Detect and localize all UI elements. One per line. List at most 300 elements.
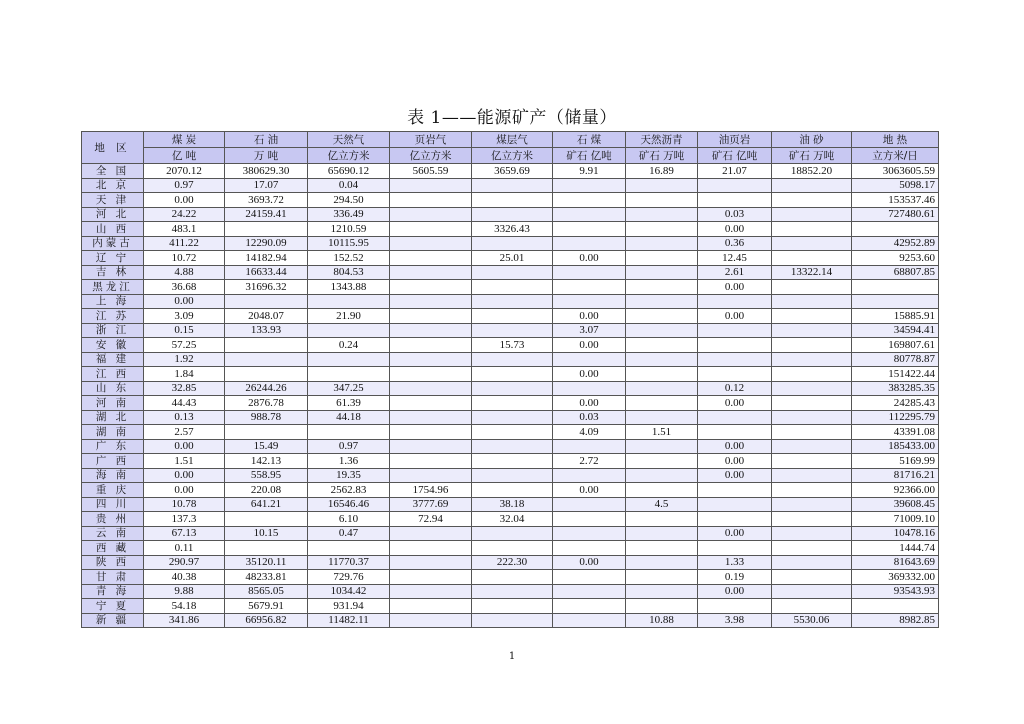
value-cell: 43391.08 bbox=[852, 425, 939, 440]
value-cell bbox=[390, 367, 472, 382]
value-cell: 290.97 bbox=[144, 555, 225, 570]
region-cell: 河 南 bbox=[82, 396, 144, 411]
region-cell: 河 北 bbox=[82, 207, 144, 222]
value-cell: 3777.69 bbox=[390, 497, 472, 512]
table-row bbox=[82, 222, 939, 237]
value-cell: 347.25 bbox=[308, 381, 390, 396]
value-cell: 558.95 bbox=[225, 468, 308, 483]
value-cell: 10.15 bbox=[225, 526, 308, 541]
region-cell: 广 东 bbox=[82, 439, 144, 454]
value-cell bbox=[390, 584, 472, 599]
value-cell: 0.00 bbox=[144, 468, 225, 483]
value-cell bbox=[225, 338, 308, 353]
table-row bbox=[82, 251, 939, 266]
column-header-name: 石 煤 bbox=[553, 132, 626, 148]
value-cell: 35120.11 bbox=[225, 555, 308, 570]
value-cell: 483.1 bbox=[144, 222, 225, 237]
region-cell: 宁 夏 bbox=[82, 599, 144, 614]
column-header-unit: 立方米/日 bbox=[852, 148, 939, 164]
value-cell: 152.52 bbox=[308, 251, 390, 266]
value-cell: 42952.89 bbox=[852, 236, 939, 251]
value-cell: 92366.00 bbox=[852, 483, 939, 498]
region-cell: 海 南 bbox=[82, 468, 144, 483]
value-cell: 380629.30 bbox=[225, 164, 308, 179]
value-cell: 2.57 bbox=[144, 425, 225, 440]
value-cell bbox=[472, 483, 553, 498]
value-cell: 804.53 bbox=[308, 265, 390, 280]
value-cell bbox=[308, 425, 390, 440]
value-cell: 1.51 bbox=[144, 454, 225, 469]
value-cell: 21.90 bbox=[308, 309, 390, 324]
value-cell bbox=[390, 381, 472, 396]
value-cell bbox=[390, 178, 472, 193]
value-cell: 8565.05 bbox=[225, 584, 308, 599]
value-cell bbox=[772, 178, 852, 193]
value-cell bbox=[553, 570, 626, 585]
table-row bbox=[82, 236, 939, 251]
region-cell: 全 国 bbox=[82, 164, 144, 179]
value-cell: 40.38 bbox=[144, 570, 225, 585]
value-cell: 1.36 bbox=[308, 454, 390, 469]
region-cell: 安 徽 bbox=[82, 338, 144, 353]
page-number: 1 bbox=[508, 651, 516, 662]
column-header-unit: 亿立方米 bbox=[390, 148, 472, 164]
region-cell: 浙 江 bbox=[82, 323, 144, 338]
value-cell: 15.73 bbox=[472, 338, 553, 353]
value-cell bbox=[772, 294, 852, 309]
value-cell bbox=[772, 323, 852, 338]
value-cell bbox=[698, 410, 772, 425]
value-cell bbox=[626, 294, 698, 309]
table-row bbox=[82, 599, 939, 614]
region-cell: 贵 州 bbox=[82, 512, 144, 527]
value-cell bbox=[308, 541, 390, 556]
value-cell bbox=[698, 294, 772, 309]
value-cell: 24285.43 bbox=[852, 396, 939, 411]
value-cell bbox=[626, 193, 698, 208]
table-row bbox=[82, 410, 939, 425]
value-cell: 0.00 bbox=[698, 468, 772, 483]
value-cell bbox=[626, 323, 698, 338]
value-cell: 19.35 bbox=[308, 468, 390, 483]
value-cell: 15885.91 bbox=[852, 309, 939, 324]
region-cell: 青 海 bbox=[82, 584, 144, 599]
value-cell: 3326.43 bbox=[472, 222, 553, 237]
value-cell: 2.61 bbox=[698, 265, 772, 280]
value-cell: 0.00 bbox=[144, 483, 225, 498]
value-cell bbox=[225, 222, 308, 237]
value-cell bbox=[626, 570, 698, 585]
value-cell: 151422.44 bbox=[852, 367, 939, 382]
value-cell: 729.76 bbox=[308, 570, 390, 585]
table-row bbox=[82, 454, 939, 469]
value-cell: 5530.06 bbox=[772, 613, 852, 628]
table-row bbox=[82, 425, 939, 440]
value-cell bbox=[772, 280, 852, 295]
value-cell bbox=[626, 265, 698, 280]
value-cell: 8982.85 bbox=[852, 613, 939, 628]
value-cell: 0.00 bbox=[698, 309, 772, 324]
value-cell: 4.5 bbox=[626, 497, 698, 512]
value-cell bbox=[472, 381, 553, 396]
column-header-name: 油 砂 bbox=[772, 132, 852, 148]
value-cell: 15.49 bbox=[225, 439, 308, 454]
value-cell bbox=[472, 439, 553, 454]
value-cell bbox=[626, 541, 698, 556]
value-cell bbox=[626, 584, 698, 599]
value-cell: 16633.44 bbox=[225, 265, 308, 280]
value-cell bbox=[472, 454, 553, 469]
region-cell: 江 西 bbox=[82, 367, 144, 382]
value-cell bbox=[472, 468, 553, 483]
column-header-unit: 亿 吨 bbox=[144, 148, 225, 164]
value-cell: 21.07 bbox=[698, 164, 772, 179]
value-cell: 2562.83 bbox=[308, 483, 390, 498]
value-cell: 65690.12 bbox=[308, 164, 390, 179]
value-cell: 4.88 bbox=[144, 265, 225, 280]
value-cell: 3.07 bbox=[553, 323, 626, 338]
value-cell: 137.3 bbox=[144, 512, 225, 527]
table-row bbox=[82, 294, 939, 309]
region-cell: 辽 宁 bbox=[82, 251, 144, 266]
value-cell bbox=[553, 613, 626, 628]
value-cell bbox=[472, 584, 553, 599]
value-cell bbox=[390, 207, 472, 222]
value-cell bbox=[472, 613, 553, 628]
table-row bbox=[82, 584, 939, 599]
value-cell bbox=[772, 599, 852, 614]
value-cell bbox=[553, 526, 626, 541]
table-row bbox=[82, 381, 939, 396]
value-cell: 36.68 bbox=[144, 280, 225, 295]
value-cell bbox=[390, 541, 472, 556]
table-body bbox=[82, 164, 939, 628]
value-cell: 112295.79 bbox=[852, 410, 939, 425]
value-cell bbox=[698, 352, 772, 367]
value-cell: 341.86 bbox=[144, 613, 225, 628]
value-cell bbox=[390, 599, 472, 614]
value-cell bbox=[626, 222, 698, 237]
value-cell: 10115.95 bbox=[308, 236, 390, 251]
value-cell bbox=[698, 541, 772, 556]
value-cell bbox=[472, 541, 553, 556]
value-cell bbox=[852, 280, 939, 295]
value-cell: 11482.11 bbox=[308, 613, 390, 628]
table-row bbox=[82, 541, 939, 556]
table-row bbox=[82, 323, 939, 338]
value-cell bbox=[472, 294, 553, 309]
table-row bbox=[82, 439, 939, 454]
column-header-unit: 矿石 万吨 bbox=[626, 148, 698, 164]
table-row bbox=[82, 265, 939, 280]
value-cell: 38.18 bbox=[472, 497, 553, 512]
value-cell: 39608.45 bbox=[852, 497, 939, 512]
value-cell bbox=[772, 555, 852, 570]
value-cell bbox=[772, 584, 852, 599]
region-cell: 新 疆 bbox=[82, 613, 144, 628]
value-cell bbox=[772, 352, 852, 367]
value-cell bbox=[225, 294, 308, 309]
value-cell: 3693.72 bbox=[225, 193, 308, 208]
column-header-name: 煤 炭 bbox=[144, 132, 225, 148]
value-cell: 2048.07 bbox=[225, 309, 308, 324]
value-cell bbox=[772, 541, 852, 556]
region-cell: 福 建 bbox=[82, 352, 144, 367]
value-cell bbox=[472, 207, 553, 222]
value-cell: 383285.35 bbox=[852, 381, 939, 396]
value-cell: 13322.14 bbox=[772, 265, 852, 280]
value-cell: 68807.85 bbox=[852, 265, 939, 280]
value-cell bbox=[553, 236, 626, 251]
region-cell: 北 京 bbox=[82, 178, 144, 193]
table-row bbox=[82, 483, 939, 498]
value-cell bbox=[553, 599, 626, 614]
value-cell: 81643.69 bbox=[852, 555, 939, 570]
energy-minerals-table bbox=[81, 131, 939, 628]
value-cell: 0.00 bbox=[698, 222, 772, 237]
value-cell bbox=[390, 323, 472, 338]
value-cell: 10.78 bbox=[144, 497, 225, 512]
value-cell: 1.84 bbox=[144, 367, 225, 382]
value-cell bbox=[626, 178, 698, 193]
region-cell: 广 西 bbox=[82, 454, 144, 469]
value-cell bbox=[698, 425, 772, 440]
value-cell bbox=[626, 526, 698, 541]
value-cell: 71009.10 bbox=[852, 512, 939, 527]
value-cell bbox=[626, 599, 698, 614]
value-cell: 3659.69 bbox=[472, 164, 553, 179]
value-cell bbox=[225, 425, 308, 440]
value-cell bbox=[472, 236, 553, 251]
value-cell: 12290.09 bbox=[225, 236, 308, 251]
value-cell: 80778.87 bbox=[852, 352, 939, 367]
value-cell: 16.89 bbox=[626, 164, 698, 179]
value-cell bbox=[553, 193, 626, 208]
value-cell bbox=[553, 541, 626, 556]
value-cell: 153537.46 bbox=[852, 193, 939, 208]
value-cell bbox=[553, 280, 626, 295]
region-cell: 吉 林 bbox=[82, 265, 144, 280]
value-cell: 0.03 bbox=[698, 207, 772, 222]
value-cell: 0.97 bbox=[144, 178, 225, 193]
column-header-name: 页岩气 bbox=[390, 132, 472, 148]
value-cell bbox=[772, 207, 852, 222]
value-cell: 3063605.59 bbox=[852, 164, 939, 179]
value-cell: 0.24 bbox=[308, 338, 390, 353]
value-cell: 24.22 bbox=[144, 207, 225, 222]
value-cell: 1444.74 bbox=[852, 541, 939, 556]
value-cell bbox=[698, 599, 772, 614]
value-cell: 66956.82 bbox=[225, 613, 308, 628]
column-header-name: 天然气 bbox=[308, 132, 390, 148]
value-cell: 0.97 bbox=[308, 439, 390, 454]
value-cell: 1034.42 bbox=[308, 584, 390, 599]
value-cell: 4.09 bbox=[553, 425, 626, 440]
value-cell: 0.00 bbox=[553, 251, 626, 266]
value-cell bbox=[553, 512, 626, 527]
table-header bbox=[82, 132, 939, 164]
region-cell: 天 津 bbox=[82, 193, 144, 208]
value-cell bbox=[472, 599, 553, 614]
value-cell bbox=[698, 323, 772, 338]
table-row bbox=[82, 497, 939, 512]
value-cell bbox=[698, 193, 772, 208]
value-cell bbox=[390, 468, 472, 483]
value-cell bbox=[225, 367, 308, 382]
region-cell: 重 庆 bbox=[82, 483, 144, 498]
value-cell bbox=[698, 338, 772, 353]
value-cell: 2876.78 bbox=[225, 396, 308, 411]
value-cell bbox=[553, 222, 626, 237]
value-cell bbox=[390, 236, 472, 251]
value-cell bbox=[852, 599, 939, 614]
value-cell: 727480.61 bbox=[852, 207, 939, 222]
value-cell bbox=[308, 352, 390, 367]
value-cell bbox=[772, 410, 852, 425]
value-cell: 0.00 bbox=[698, 396, 772, 411]
value-cell bbox=[390, 570, 472, 585]
value-cell: 54.18 bbox=[144, 599, 225, 614]
value-cell bbox=[390, 613, 472, 628]
column-header-unit: 亿立方米 bbox=[308, 148, 390, 164]
value-cell bbox=[472, 352, 553, 367]
value-cell bbox=[308, 323, 390, 338]
value-cell bbox=[553, 265, 626, 280]
value-cell bbox=[772, 512, 852, 527]
value-cell: 0.00 bbox=[698, 280, 772, 295]
value-cell: 17.07 bbox=[225, 178, 308, 193]
value-cell bbox=[553, 352, 626, 367]
value-cell bbox=[772, 497, 852, 512]
value-cell bbox=[626, 555, 698, 570]
value-cell bbox=[308, 367, 390, 382]
value-cell bbox=[698, 497, 772, 512]
value-cell bbox=[772, 222, 852, 237]
region-cell: 西 藏 bbox=[82, 541, 144, 556]
value-cell: 31696.32 bbox=[225, 280, 308, 295]
value-cell bbox=[472, 193, 553, 208]
value-cell: 2070.12 bbox=[144, 164, 225, 179]
table-row bbox=[82, 352, 939, 367]
value-cell bbox=[472, 396, 553, 411]
value-cell bbox=[626, 512, 698, 527]
value-cell bbox=[626, 367, 698, 382]
value-cell: 9253.60 bbox=[852, 251, 939, 266]
value-cell: 44.18 bbox=[308, 410, 390, 425]
value-cell: 10.72 bbox=[144, 251, 225, 266]
value-cell bbox=[553, 497, 626, 512]
value-cell: 5098.17 bbox=[852, 178, 939, 193]
value-cell: 24159.41 bbox=[225, 207, 308, 222]
column-header-unit: 矿石 亿吨 bbox=[553, 148, 626, 164]
region-cell: 湖 南 bbox=[82, 425, 144, 440]
value-cell bbox=[390, 193, 472, 208]
column-header-name: 地 热 bbox=[852, 132, 939, 148]
value-cell bbox=[772, 309, 852, 324]
value-cell bbox=[772, 483, 852, 498]
value-cell: 0.00 bbox=[698, 439, 772, 454]
value-cell bbox=[626, 410, 698, 425]
value-cell: 0.15 bbox=[144, 323, 225, 338]
region-cell: 云 南 bbox=[82, 526, 144, 541]
value-cell: 133.93 bbox=[225, 323, 308, 338]
value-cell: 294.50 bbox=[308, 193, 390, 208]
value-cell: 1210.59 bbox=[308, 222, 390, 237]
value-cell: 0.00 bbox=[553, 309, 626, 324]
column-header-name: 油页岩 bbox=[698, 132, 772, 148]
value-cell bbox=[390, 425, 472, 440]
table-row bbox=[82, 164, 939, 179]
value-cell: 0.00 bbox=[553, 338, 626, 353]
value-cell: 1.33 bbox=[698, 555, 772, 570]
value-cell bbox=[626, 338, 698, 353]
value-cell: 0.00 bbox=[553, 483, 626, 498]
value-cell bbox=[390, 338, 472, 353]
value-cell bbox=[390, 439, 472, 454]
value-cell: 3.98 bbox=[698, 613, 772, 628]
value-cell bbox=[553, 294, 626, 309]
table-row bbox=[82, 468, 939, 483]
value-cell bbox=[390, 251, 472, 266]
value-cell: 93543.93 bbox=[852, 584, 939, 599]
value-cell: 10.88 bbox=[626, 613, 698, 628]
value-cell: 32.85 bbox=[144, 381, 225, 396]
value-cell: 0.00 bbox=[698, 526, 772, 541]
value-cell bbox=[698, 512, 772, 527]
value-cell bbox=[225, 352, 308, 367]
value-cell bbox=[553, 207, 626, 222]
value-cell: 0.47 bbox=[308, 526, 390, 541]
value-cell bbox=[472, 323, 553, 338]
region-cell: 四 川 bbox=[82, 497, 144, 512]
value-cell: 1.92 bbox=[144, 352, 225, 367]
value-cell: 369332.00 bbox=[852, 570, 939, 585]
value-cell: 5169.99 bbox=[852, 454, 939, 469]
region-cell: 陕 西 bbox=[82, 555, 144, 570]
column-header-name: 煤层气 bbox=[472, 132, 553, 148]
value-cell: 5605.59 bbox=[390, 164, 472, 179]
value-cell: 16546.46 bbox=[308, 497, 390, 512]
table-row bbox=[82, 367, 939, 382]
value-cell bbox=[772, 468, 852, 483]
region-cell: 内蒙古 bbox=[82, 236, 144, 251]
value-cell: 169807.61 bbox=[852, 338, 939, 353]
value-cell bbox=[626, 439, 698, 454]
value-cell bbox=[772, 454, 852, 469]
value-cell: 26244.26 bbox=[225, 381, 308, 396]
value-cell bbox=[772, 193, 852, 208]
value-cell: 81716.21 bbox=[852, 468, 939, 483]
value-cell: 0.00 bbox=[698, 584, 772, 599]
value-cell: 0.04 bbox=[308, 178, 390, 193]
value-cell bbox=[772, 526, 852, 541]
region-cell: 山 东 bbox=[82, 381, 144, 396]
table-row bbox=[82, 555, 939, 570]
value-cell: 1343.88 bbox=[308, 280, 390, 295]
value-cell: 142.13 bbox=[225, 454, 308, 469]
column-header-unit: 矿石 亿吨 bbox=[698, 148, 772, 164]
value-cell bbox=[772, 367, 852, 382]
value-cell: 9.88 bbox=[144, 584, 225, 599]
value-cell bbox=[390, 280, 472, 295]
value-cell: 11770.37 bbox=[308, 555, 390, 570]
value-cell bbox=[626, 251, 698, 266]
value-cell: 0.00 bbox=[144, 193, 225, 208]
column-header-region: 地 区 bbox=[82, 132, 144, 164]
value-cell bbox=[472, 178, 553, 193]
value-cell: 0.11 bbox=[144, 541, 225, 556]
table-row bbox=[82, 207, 939, 222]
